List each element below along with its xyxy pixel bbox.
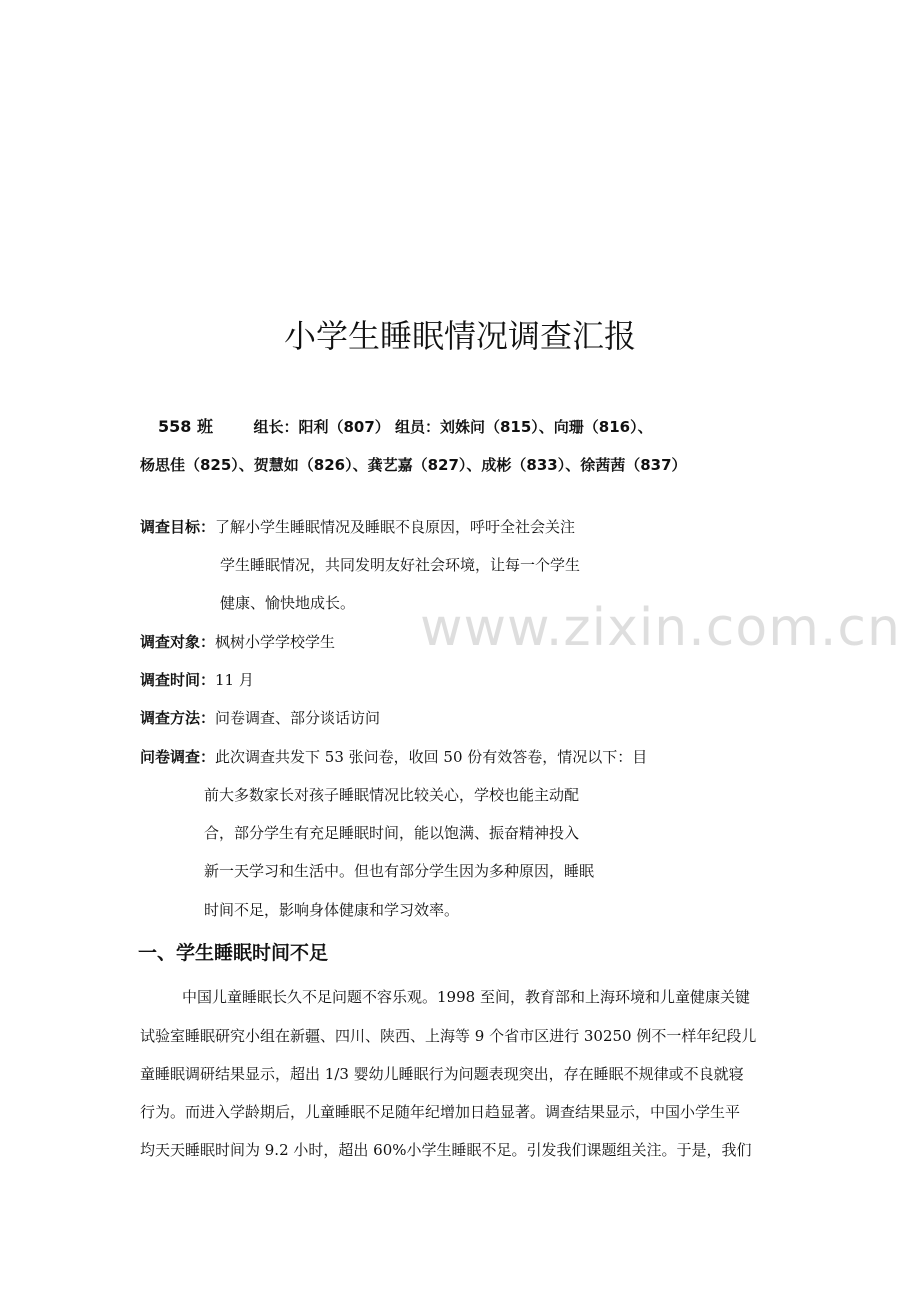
time-label: 调查时间： — [140, 671, 216, 689]
survey-label: 问卷调查： — [140, 748, 216, 766]
paragraph-line-2: 试验室睡眠研究小组在新疆、四川、陕西、上海等 9 个省市区进行 30250 例不一样年纪段儿 — [140, 1027, 757, 1045]
method-value: 问卷调查、部分谈话访问 — [215, 709, 381, 727]
survey-text: 此次调查共发下 53 张问卷，收回 50 份有效答卷，情况以下：目 — [215, 748, 648, 766]
time-value: 11 月 — [215, 671, 254, 689]
survey-line-3: 合，部分学生有充足睡眠时间，能以饱满、振奋精神投入 — [204, 824, 580, 842]
section-heading: 一、学生睡眠时间不足 — [138, 942, 329, 964]
paragraph-line-5: 均天天睡眠时间为 9.2 小时，超出 60%小学生睡眠不足。引发我们课题组关注。于是，我们 — [140, 1141, 752, 1159]
paragraph-line-4: 行为。而进入学龄期后，儿童睡眠不足随年纪增加日趋显著。调查结果显示，中国小学生平 — [140, 1103, 741, 1121]
method-label: 调查方法： — [140, 709, 216, 727]
members-line-2: 杨思佳（825）、贺慧如（826）、龚艺嘉（827）、成彬（833）、徐茜茜（837） — [140, 456, 687, 474]
survey-line-5: 时间不足，影响身体健康和学习效率。 — [204, 901, 460, 919]
object-label: 调查对象： — [140, 633, 216, 651]
members-line-1 — [158, 416, 653, 438]
goal-line-1 — [140, 516, 575, 538]
goal-line-2: 学生睡眠情况，共同发明友好社会环境，让每一个学生 — [220, 556, 581, 574]
method-line — [140, 707, 380, 729]
paragraph-line-1: 中国儿童睡眠长久不足问题不容乐观。1998 至间，教育部和上海环境和儿童健康关键 — [182, 988, 750, 1006]
survey-line-4: 新一天学习和生活中。但也有部分学生因为多种原因，睡眠 — [204, 862, 595, 880]
object-line — [140, 631, 335, 653]
survey-line-2: 前大多数家长对孩子睡眠情况比较关心，学校也能主动配 — [204, 786, 580, 804]
document-title: 小学生睡眠情况调查汇报 — [283, 317, 636, 355]
goal-line-3: 健康、愉快地成长。 — [220, 594, 356, 612]
survey-line-1 — [140, 746, 647, 768]
leader-and-members: 组长：阳利（807） 组员：刘姝问（815）、向珊（816）、 — [253, 418, 653, 436]
object-value: 枫树小学学校学生 — [215, 633, 336, 651]
class-label: 558 班 — [158, 417, 213, 436]
goal-text: 了解小学生睡眠情况及睡眠不良原因，呼吁全社会关注 — [215, 518, 576, 536]
goal-label: 调查目标： — [140, 518, 216, 536]
paragraph-line-3: 童睡眠调研结果显示，超出 1/3 婴幼儿睡眠行为问题表现突出，存在睡眠不规律或不良就寝 — [140, 1065, 744, 1083]
time-line — [140, 669, 254, 691]
watermark: www.zixin.com.cn — [420, 598, 901, 658]
